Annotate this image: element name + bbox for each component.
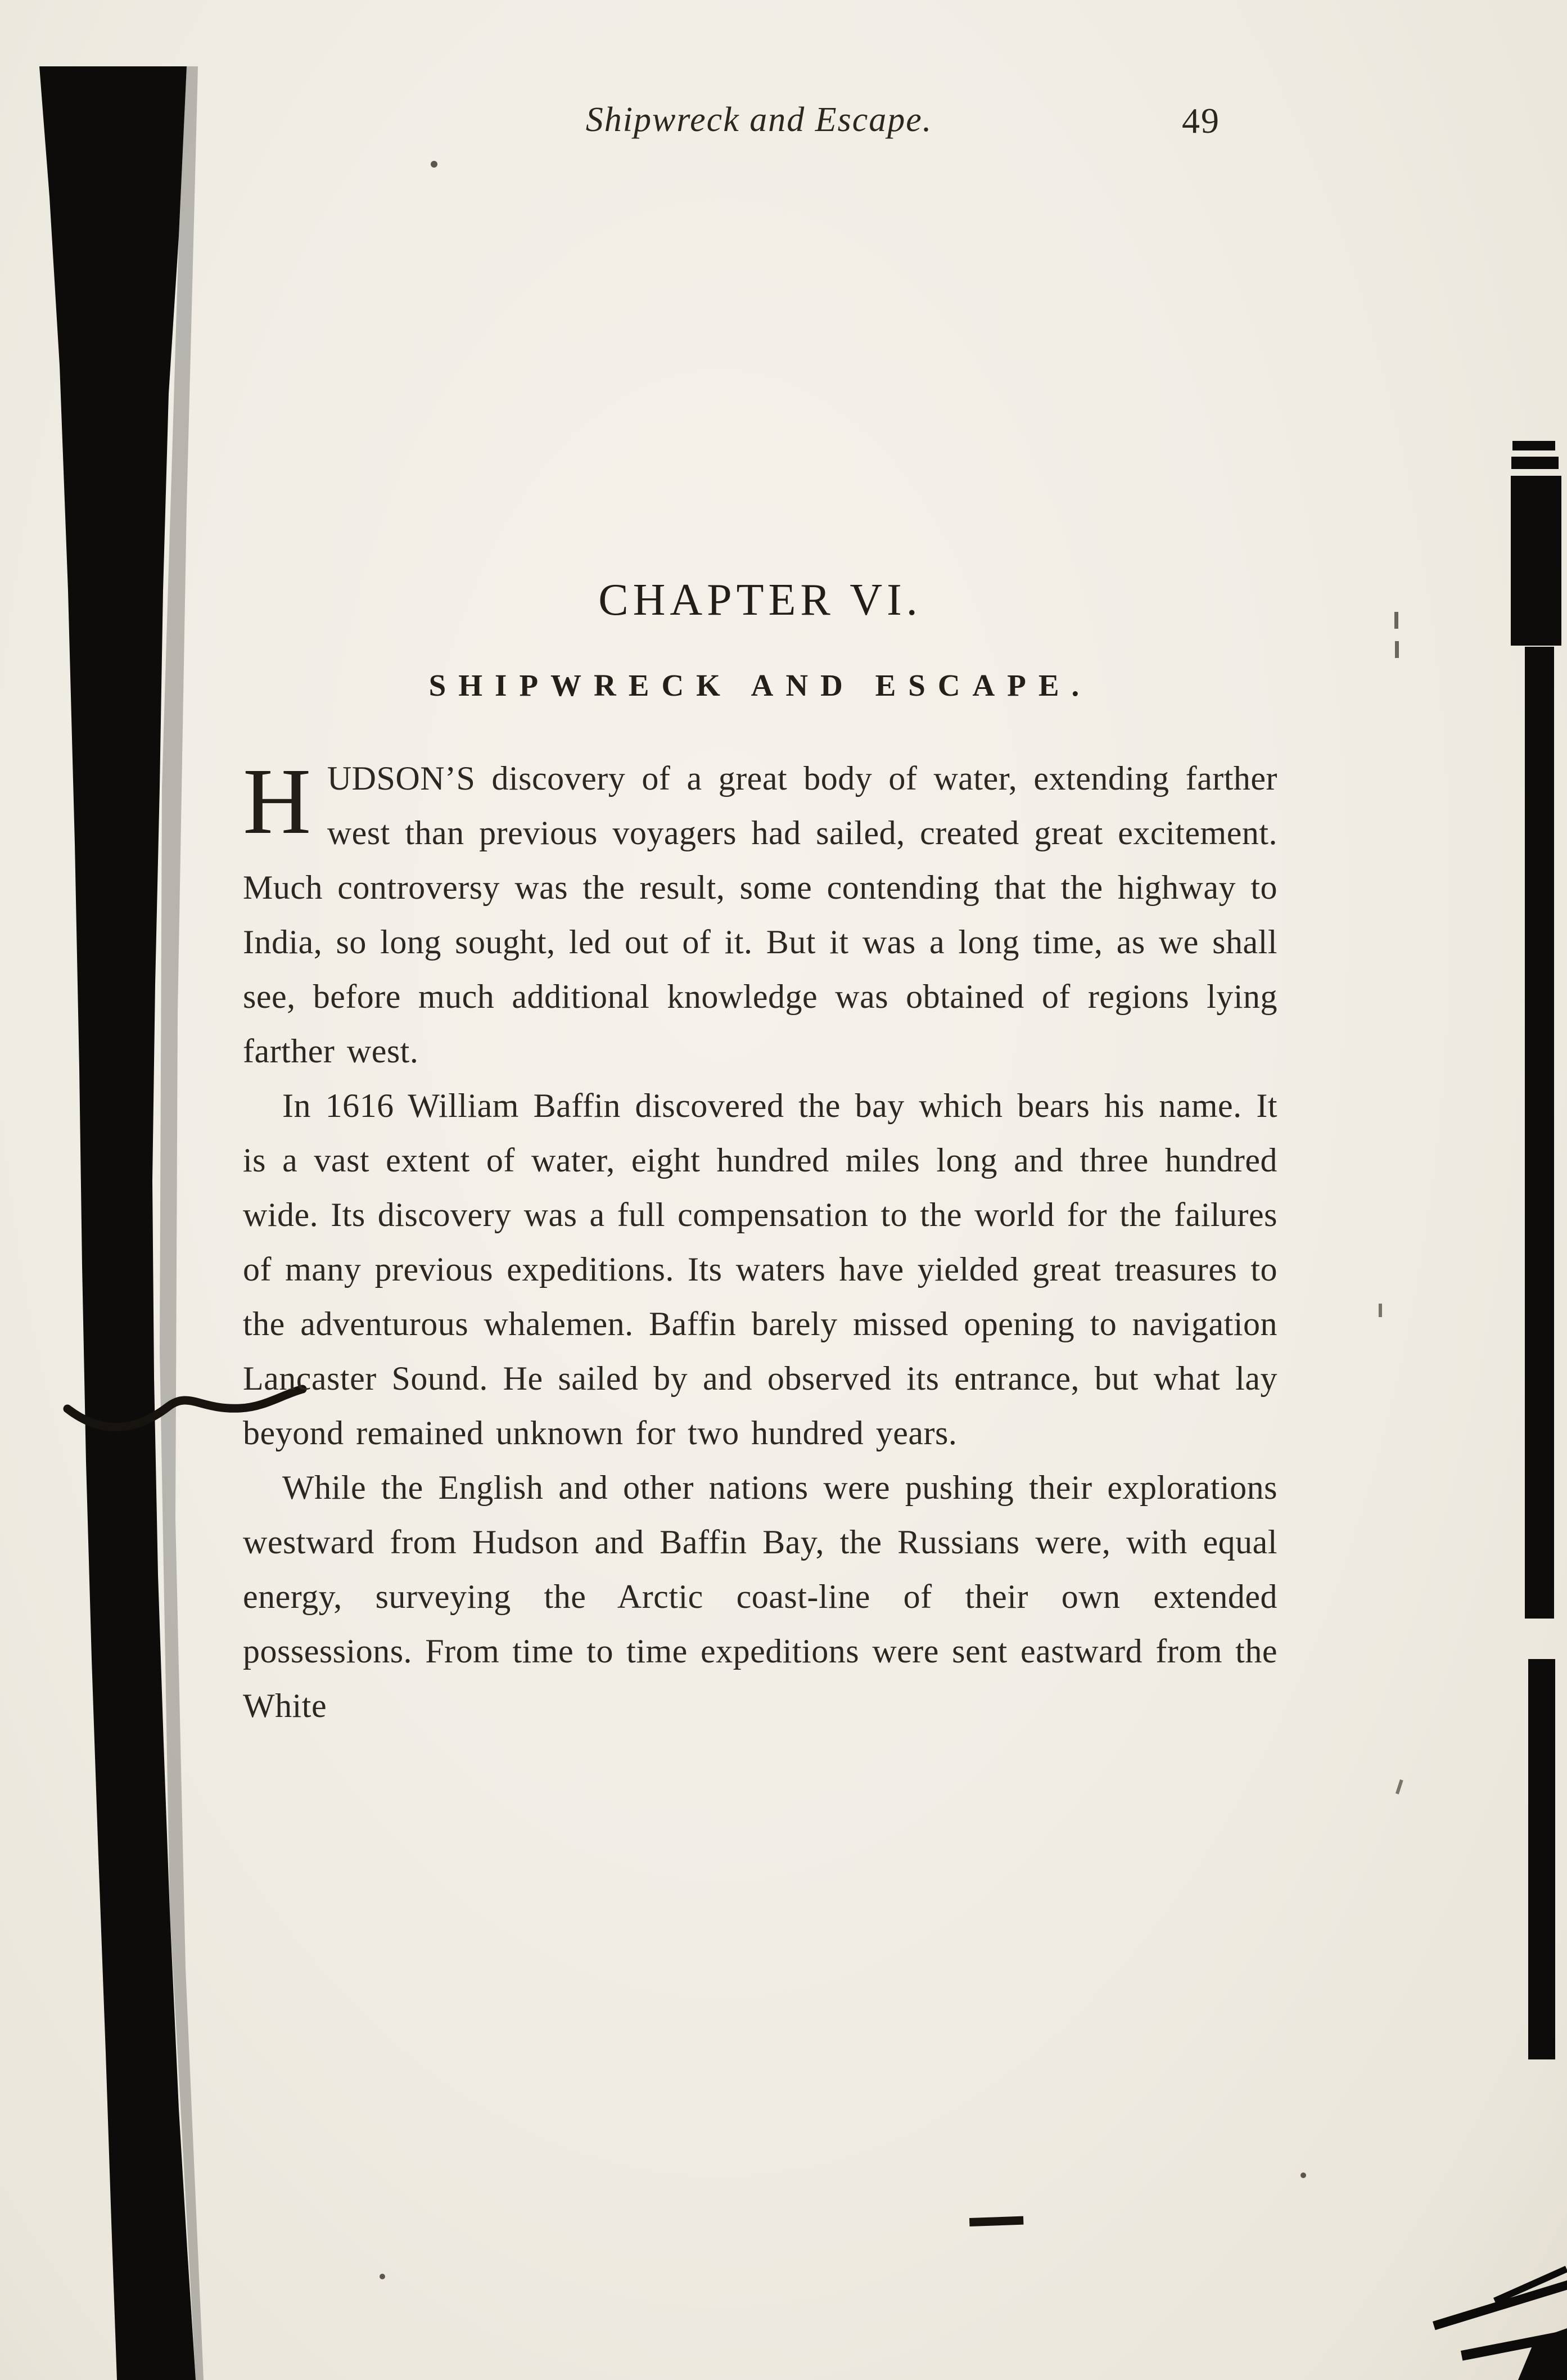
margin-tick-4 [1396, 1779, 1403, 1795]
left-binding-band [39, 66, 196, 2380]
paragraph-1-text: UDSON’S discovery of a great body of water, extending farther west than previous voyagers had sailed, created great excitement. Much controversy was the result, some contending that the highway to India, so long sought, led out of it. But it was a long time, as we shall see, before much additional knowledge was obtained of regions lying farther west. [243, 760, 1277, 1070]
paragraph-2-text: In 1616 William Baffin discovered the bay which bears his name. It is a vast extent of water, eight hundred miles long and three hundred wide. Its discovery was a full compensation to the world for the failures of many previous expeditions. Its waters have yielded great treasures to the adventurous whalemen. Baffin barely missed opening to navigation Lancaster Sound. He sailed by and observed its entrance, but what lay beyond remained unknown for two hundred years. [243, 1087, 1277, 1452]
paragraph-3-text: While the English and other nations were pushing their explorations westward from Hudson and Baffin Bay, the Russians were, with equal energy, surveying the Arctic coast-line of their own extended possessions. From time to time expeditions were sent eastward from the White [243, 1469, 1277, 1724]
paragraph-3 [243, 1461, 1277, 1733]
speck-2 [1300, 2172, 1306, 2178]
corner-fill [1518, 2328, 1567, 2380]
corner-stroke-3 [1493, 2266, 1567, 2304]
right-edge-dash-2 [1511, 457, 1559, 469]
page-header [242, 100, 1276, 151]
right-edge-bar-lower [1528, 1659, 1555, 2059]
right-edge-bar-thick [1511, 476, 1561, 646]
right-edge-bar-long [1525, 647, 1554, 1619]
running-header: Shipwreck and Escape. [585, 101, 933, 139]
right-edge-dash-1 [1512, 441, 1555, 450]
section-heading: SHIPWRECK AND ESCAPE. [428, 668, 1092, 702]
margin-tick-1 [1394, 612, 1398, 629]
page-number: 49 [1182, 101, 1220, 141]
speck-3 [380, 2274, 385, 2279]
corner-stroke-1 [1433, 2280, 1567, 2330]
drop-cap: H [243, 749, 311, 854]
speck-1 [431, 161, 437, 168]
margin-tick-2 [1395, 641, 1399, 658]
corner-stroke-2 [1461, 2328, 1567, 2361]
paragraph-1 [243, 751, 1277, 1079]
margin-tick-3 [1379, 1304, 1382, 1317]
chapter-heading: CHAPTER VI. [598, 575, 922, 625]
left-band-fringe [160, 66, 204, 2380]
page-content [243, 575, 1277, 1733]
paragraph-2 [243, 1079, 1277, 1461]
bottom-dash-mark [969, 2216, 1023, 2226]
